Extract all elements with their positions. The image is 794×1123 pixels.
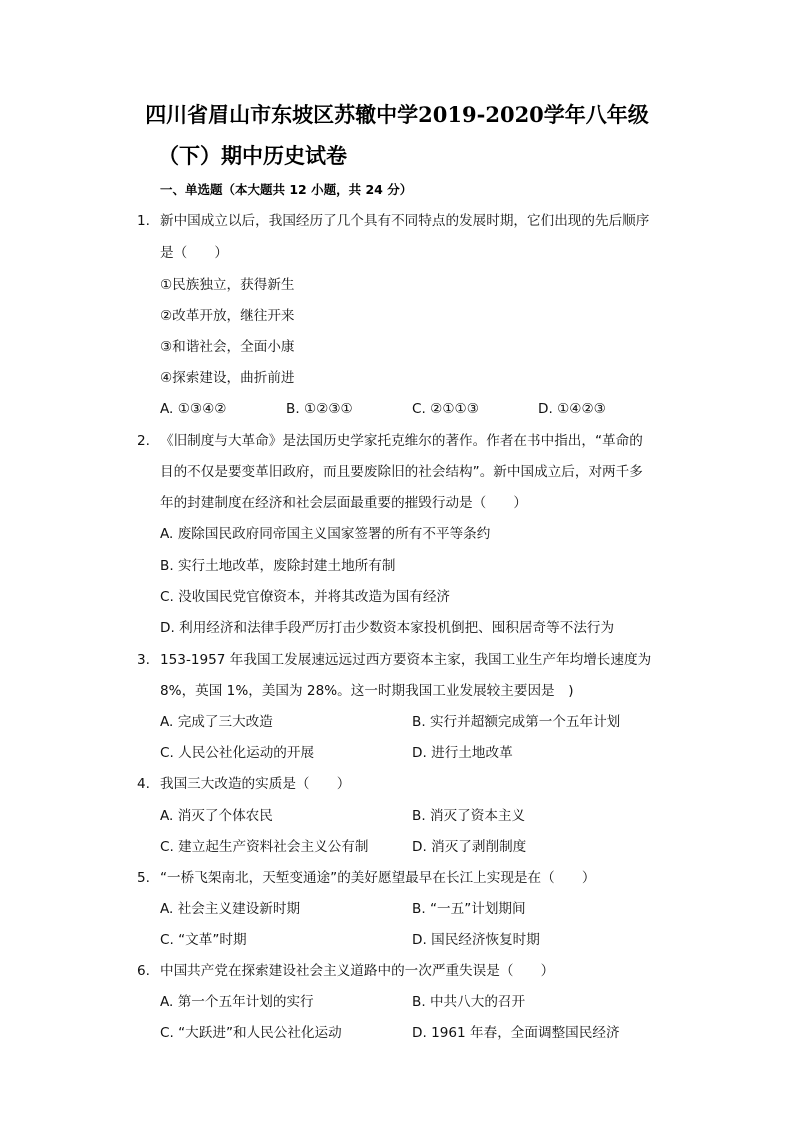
question-text: 年的封建制度在经济和社会层面最重要的摧毁行动是（ ） (160, 495, 528, 511)
option-d[interactable]: D. 进行土地改革 (412, 745, 513, 761)
option-b[interactable]: B. ①②③① (286, 401, 353, 417)
option-d[interactable]: D. 消灭了剥削制度 (412, 839, 527, 855)
section-heading: 一、单选题（本大题共 12 小题，共 24 分） (160, 182, 413, 197)
question-number: 4. (137, 776, 150, 792)
question-text: 目的不仅是要变革旧政府，而且要废除旧的社会结构”。新中国成立后，对两千多 (160, 464, 643, 480)
option-c[interactable]: C. “大跃进”和人民公社化运动 (160, 1025, 342, 1041)
option-c[interactable]: C. 人民公社化运动的开展 (160, 745, 315, 761)
option-a[interactable]: A. 社会主义建设新时期 (160, 901, 301, 917)
option-b[interactable]: B. “一五”计划期间 (412, 901, 526, 917)
question-number: 3. (137, 652, 150, 668)
question-text: 8%，英国 1%，美国为 28%。这一时期我国工业发展较主要因是 ) (160, 683, 574, 699)
option-b[interactable]: B. 中共八大的召开 (412, 994, 526, 1010)
option-a[interactable]: A. 消灭了个体农民 (160, 808, 273, 824)
question-text: 《旧制度与大革命》是法国历史学家托克维尔的著作。作者在书中指出，“革命的 (160, 433, 643, 449)
option-a[interactable]: A. 完成了三大改造 (160, 714, 273, 730)
option-b[interactable]: B. 消灭了资本主义 (412, 808, 526, 824)
question-text: 中国共产党在探索建设社会主义道路中的一次严重失误是（ ） (160, 963, 555, 979)
question-number: 1. (137, 213, 150, 229)
option-b[interactable]: B. 实行土地改革，废除封建土地所有制 (160, 558, 396, 574)
option-a[interactable]: A. 废除国民政府同帝国主义国家签署的所有不平等条约 (160, 526, 491, 542)
option-d[interactable]: D. 利用经济和法律手段严厉打击少数资本家投机倒把、囤积居奇等不法行为 (160, 620, 615, 636)
question-text: 我国三大改造的实质是（ ） (160, 776, 351, 792)
exam-title-line-2: （下）期中历史试卷 (158, 143, 347, 168)
question-text: “一桥飞架南北，天堑变通途”的美好愿望最早在长江上实现是在（ ） (160, 870, 596, 886)
option-c[interactable]: C. ②①①③ (412, 401, 479, 417)
option-c[interactable]: C. 没收国民党官僚资本，并将其改造为国有经济 (160, 589, 451, 605)
question-text: ④探索建设，曲折前进 (160, 370, 295, 386)
question-text: ②改革开放，继往开来 (160, 308, 295, 324)
question-text: 是（ ） (160, 245, 228, 261)
option-a[interactable]: A. ①③④② (160, 401, 227, 417)
question-number: 5. (137, 870, 150, 886)
option-a[interactable]: A. 第一个五年计划的实行 (160, 994, 314, 1010)
question-number: 2. (137, 433, 150, 449)
option-d[interactable]: D. 国民经济恢复时期 (412, 932, 540, 948)
option-d[interactable]: D. ①④②③ (538, 401, 606, 417)
question-text: ①民族独立，获得新生 (160, 277, 295, 293)
question-text: 153-1957 年我国工发展速远远过西方要资本主家，我国工业生产年均增长速度为 (160, 652, 652, 668)
question-number: 6. (137, 963, 150, 979)
option-c[interactable]: C. 建立起生产资料社会主义公有制 (160, 839, 369, 855)
option-b[interactable]: B. 实行并超额完成第一个五年计划 (412, 714, 621, 730)
option-d[interactable]: D. 1961 年春，全面调整国民经济 (412, 1025, 620, 1041)
question-text: ③和谐社会，全面小康 (160, 339, 295, 355)
option-c[interactable]: C. “文革”时期 (160, 932, 247, 948)
exam-title-line-1: 四川省眉山市东坡区苏辙中学2019-2020学年八年级 (145, 102, 649, 127)
question-text: 新中国成立以后，我国经历了几个具有不同特点的发展时期，它们出现的先后顺序 (160, 213, 650, 229)
